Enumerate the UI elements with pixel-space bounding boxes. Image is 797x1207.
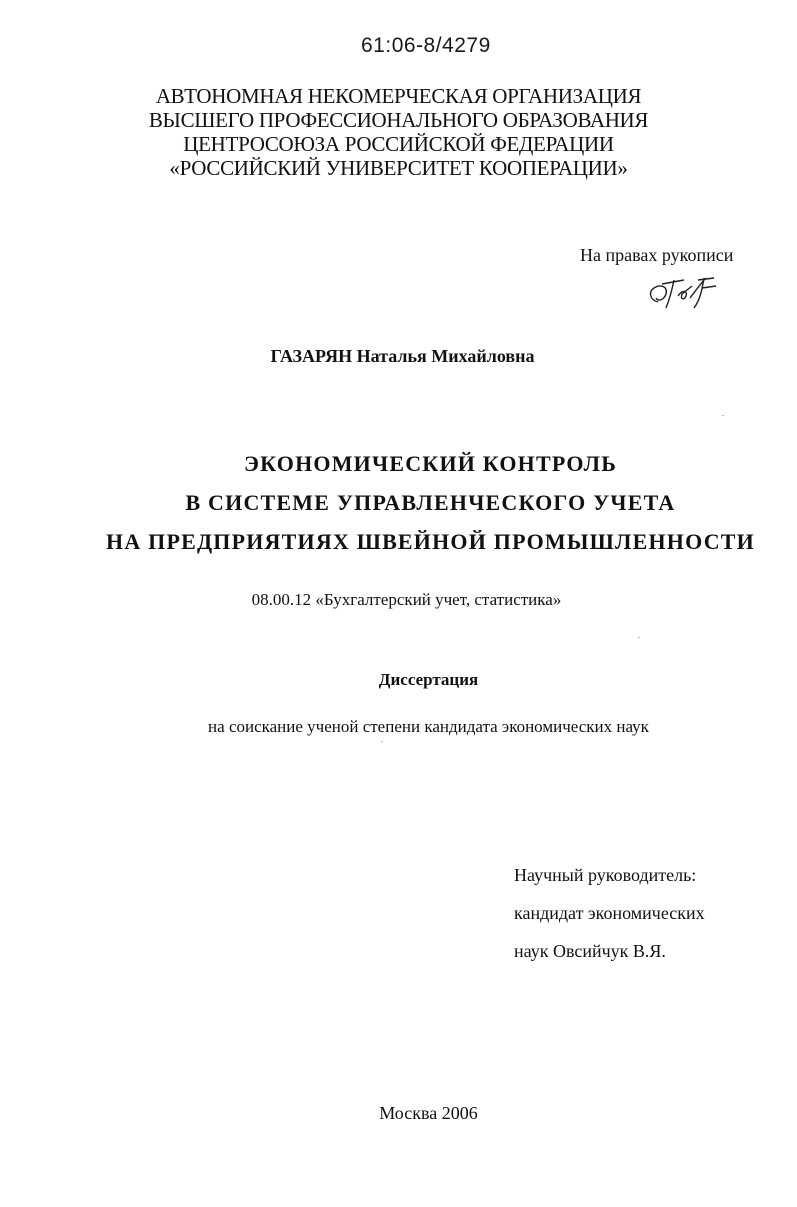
scan-speck xyxy=(722,415,724,416)
title-line: ЭКОНОМИЧЕСКИЙ КОНТРОЛЬ xyxy=(244,451,617,476)
title-line: НА ПРЕДПРИЯТИЯХ ШВЕЙНОЙ ПРОМЫШЛЕННОСТИ xyxy=(106,529,755,554)
supervisor-line: Научный руководитель: xyxy=(514,865,697,885)
archive-code-number: 61:06-8/4279 xyxy=(361,34,491,57)
organization-line: АВТОНОМНАЯ НЕКОМЕРЧЕСКАЯ ОРГАНИЗАЦИЯ xyxy=(155,84,642,108)
scan-speck xyxy=(638,637,640,638)
specialty-code: 08.00.12 «Бухгалтерский учет, статистика» xyxy=(251,590,562,609)
dissertation-title xyxy=(0,444,797,561)
document-type: Диссертация xyxy=(378,670,479,689)
scientific-supervisor xyxy=(514,856,705,970)
scan-speck xyxy=(381,741,383,742)
organization-line: ЦЕНТРОСОЮЗА РОССИЙСКОЙ ФЕДЕРАЦИИ xyxy=(183,132,614,156)
organization-line: «РОССИЙСКИЙ УНИВЕРСИТЕТ КООПЕРАЦИИ» xyxy=(169,156,628,180)
degree-description: на соискание ученой степени кандидата экономических наук xyxy=(208,717,649,736)
supervisor-line: кандидат экономических xyxy=(514,903,705,923)
place-and-year: Москва 2006 xyxy=(379,1103,478,1123)
handwritten-signature xyxy=(644,272,724,312)
manuscript-rights-note: На правах рукописи xyxy=(580,245,734,265)
supervisor-line: наук Овсийчук В.Я. xyxy=(514,941,666,961)
organization-header xyxy=(0,84,797,180)
organization-line: ВЫСШЕГО ПРОФЕССИОНАЛЬНОГО ОБРАЗОВАНИЯ xyxy=(148,108,649,132)
author-name: ГАЗАРЯН Наталья Михайловна xyxy=(270,346,535,366)
title-line: В СИСТЕМЕ УПРАВЛЕНЧЕСКОГО УЧЕТА xyxy=(185,490,676,515)
